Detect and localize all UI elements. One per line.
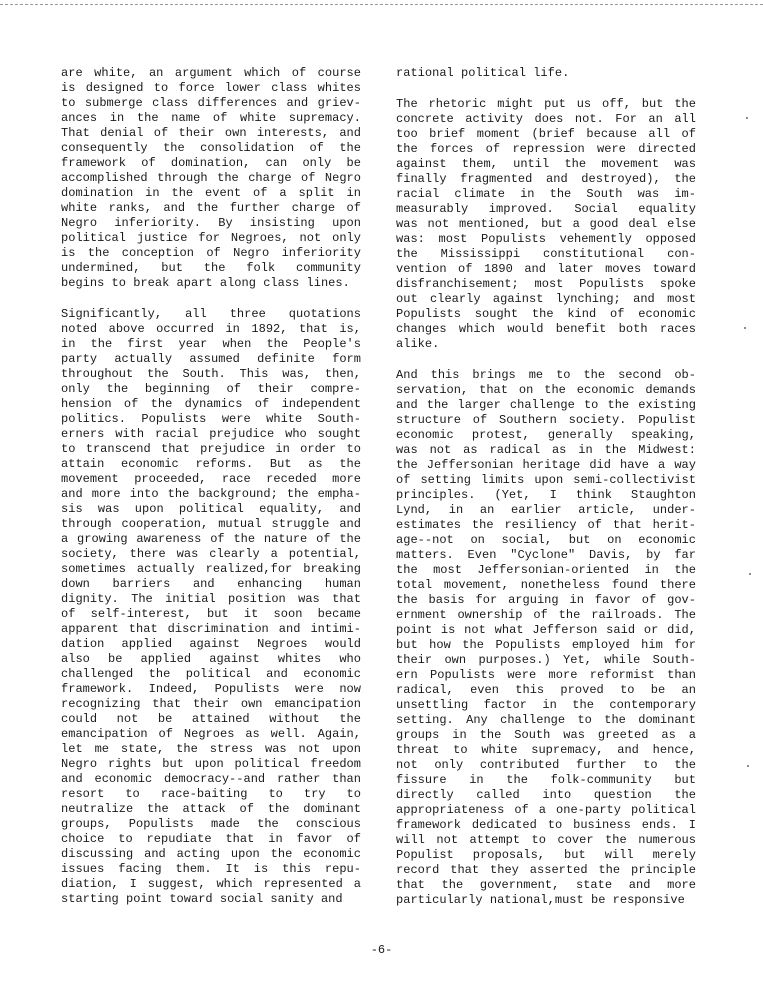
text-line: recognizing that their own emancipation [61, 697, 361, 711]
text-line: matters. Even "Cyclone" Davis, by far [396, 548, 696, 562]
page-number: -6- [370, 943, 393, 957]
paragraph-gap [396, 81, 696, 97]
text-line: groups, Populists made the conscious [61, 817, 361, 831]
text-line: concrete activity does not. For an all [396, 112, 696, 126]
text-line: let me state, the stress was not upon [61, 742, 361, 756]
text-line: to transcend that prejudice in order to [61, 442, 361, 456]
text-line: Populists sought the kind of economic [396, 307, 696, 321]
text-line: and the larger challenge to the existing [396, 398, 696, 412]
text-line: against them, until the movement was [396, 157, 696, 171]
text-line: ernment ownership of the railroads. The [396, 608, 696, 622]
text-line: framework of domination, can only be [61, 156, 361, 170]
text-line: through cooperation, mutual struggle and [61, 517, 361, 531]
text-line: appropriateness of a one-party political [396, 803, 696, 817]
text-line: And this brings me to the second ob- [396, 368, 696, 382]
right-column [396, 66, 696, 908]
text-line: accomplished through the charge of Negro [61, 171, 361, 185]
text-line: politics. Populists were white South- [61, 412, 361, 426]
text-line: ances in the name of white supremacy. [61, 111, 361, 125]
text-line: alike. [396, 337, 440, 351]
left-column [61, 66, 361, 907]
text-line: diation, I suggest, which represented a [61, 877, 361, 891]
text-line: ern Populists were more reformist than [396, 668, 696, 682]
text-line: down barriers and enhancing human [61, 577, 361, 591]
paragraph-gap [396, 352, 696, 368]
text-line: total movement, nonetheless found there [396, 578, 696, 592]
text-line: disfranchisement; most Populists spoke [396, 277, 696, 291]
text-line: party actually assumed definite form [61, 352, 361, 366]
text-line: economic protest, generally speaking, [396, 428, 696, 442]
text-line: particularly national,must be responsive [396, 893, 685, 907]
text-line: challenged the political and economic [61, 667, 361, 681]
text-line: unsettling factor in the contemporary [396, 698, 696, 712]
text-line: begins to break apart along class lines. [61, 276, 350, 290]
text-line: only the beginning of their compre- [61, 382, 361, 396]
text-line: the Mississippi constitutional con- [396, 247, 696, 261]
text-line: apparent that discrimination and intimi- [61, 622, 361, 636]
text-line: to submerge class differences and griev- [61, 96, 361, 110]
scan-top-edge [0, 4, 763, 5]
text-line: Significantly, all three quotations [61, 307, 361, 321]
text-line: dation applied against Negroes would [61, 637, 361, 651]
text-line: dignity. The initial position was that [61, 592, 361, 606]
text-line: framework. Indeed, Populists were now [61, 682, 361, 696]
text-line: point is not what Jefferson said or did, [396, 623, 696, 637]
text-line: setting. Any challenge to the dominant [396, 713, 696, 727]
text-line: are white, an argument which of course [61, 66, 361, 80]
text-line: a growing awareness of the nature of the [61, 532, 361, 546]
text-line: out clearly against lynching; and most [396, 292, 696, 306]
text-line: too brief moment (brief because all of [396, 127, 696, 141]
text-line: sis was upon political equality, and [61, 502, 361, 516]
text-line: finally fragmented and destroyed), the [396, 172, 696, 186]
text-line: choice to repudiate that in favor of [61, 832, 361, 846]
text-line: domination in the event of a split in [61, 186, 361, 200]
text-line: changes which would benefit both races [396, 322, 696, 336]
text-line: Negro inferiority. By insisting upon [61, 216, 361, 230]
text-line: attain economic reforms. But as the [61, 457, 361, 471]
text-line: discussing and acting upon the economic [61, 847, 361, 861]
text-line: will not attempt to cover the numerous [396, 833, 696, 847]
text-line: threat to white supremacy, and hence, [396, 743, 696, 757]
text-line: not only contributed further to the [396, 758, 696, 772]
text-line: racial climate in the South was im- [396, 187, 696, 201]
text-line: The rhetoric might put us off, but the [396, 97, 696, 111]
text-line: society, there was clearly a potential, [61, 547, 361, 561]
text-line: of setting limits upon semi-collectivist [396, 473, 696, 487]
text-line: Populist proposals, but will merely [396, 848, 696, 862]
paragraph [61, 307, 361, 907]
text-line: framework dedicated to business ends. I [396, 818, 696, 832]
text-line: was not mentioned, but a good deal else [396, 217, 696, 231]
text-line: but how the Populists employed him for [396, 638, 696, 652]
text-line: is the conception of Negro inferiority [61, 246, 361, 260]
paragraph [61, 66, 361, 291]
text-line: is designed to force lower class whites [61, 81, 361, 95]
text-line: also be applied against whites who [61, 652, 361, 666]
text-line: neutralize the attack of the dominant [61, 802, 361, 816]
text-line: movement proceeded, race receded more [61, 472, 361, 486]
text-line: structure of Southern society. Populist [396, 413, 696, 427]
text-line: fissure in the folk-community but [396, 773, 696, 787]
text-line: vention of 1890 and later moves toward [396, 262, 696, 276]
text-line: noted above occurred in 1892, that is, [61, 322, 361, 336]
text-line: white ranks, and the further charge of [61, 201, 361, 215]
text-line: resort to race-baiting to try to [61, 787, 361, 801]
text-line: and more into the background; the empha- [61, 487, 361, 501]
text-line: That denial of their own interests, and [61, 126, 361, 140]
paragraph-gap [61, 291, 361, 307]
text-line: age--not on social, but on economic [396, 533, 696, 547]
text-line: in the first year when the People's [61, 337, 361, 351]
text-line: was: most Populists vehemently opposed [396, 232, 696, 246]
text-line: measurably improved. Social equality [396, 202, 696, 216]
text-line: was not as radical as in the Midwest: [396, 443, 696, 457]
text-line: their own purposes.) Yet, while South- [396, 653, 696, 667]
text-line: record that they asserted the principle [396, 863, 696, 877]
text-line: groups in the South was greeted as a [396, 728, 696, 742]
text-line: that the government, state and more [396, 878, 696, 892]
text-line: throughout the South. This was, then, [61, 367, 361, 381]
text-line: issues facing them. It is this repu- [61, 862, 361, 876]
text-line: erners with racial prejudice who sought [61, 427, 361, 441]
paragraph [396, 66, 696, 81]
paragraph [396, 368, 696, 908]
text-line: radical, even this proved to be an [396, 683, 696, 697]
text-line: the most Jeffersonian-oriented in the [396, 563, 696, 577]
text-line: political justice for Negroes, not only [61, 231, 361, 245]
paragraph [396, 97, 696, 352]
text-line: Lynd, in an earlier article, under- [396, 503, 696, 517]
text-line: estimates the resiliency of that herit- [396, 518, 696, 532]
text-line: rational political life. [396, 66, 570, 80]
text-line: starting point toward social sanity and [61, 892, 343, 906]
text-line: Negro rights but upon political freedom [61, 757, 361, 771]
text-line: undermined, but the folk community [61, 261, 361, 275]
text-line: could not be attained without the [61, 712, 361, 726]
text-line: the Jeffersonian heritage did have a way [396, 458, 696, 472]
text-line: and economic democracy--and rather than [61, 772, 361, 786]
text-line: of self-interest, but it soon became [61, 607, 361, 621]
text-line: emancipation of Negroes as well. Again, [61, 727, 361, 741]
text-line: consequently the consolidation of the [61, 141, 361, 155]
text-line: servation, that on the economic demands [396, 383, 696, 397]
text-line: the forces of repression were directed [396, 142, 696, 156]
text-line: hension of the dynamics of independent [61, 397, 361, 411]
text-line: the basis for arguing in favor of gov- [396, 593, 696, 607]
text-line: sometimes actually realized,for breaking [61, 562, 361, 576]
text-line: directly called into question the [396, 788, 696, 802]
text-line: principles. (Yet, I think Staughton [396, 488, 696, 502]
